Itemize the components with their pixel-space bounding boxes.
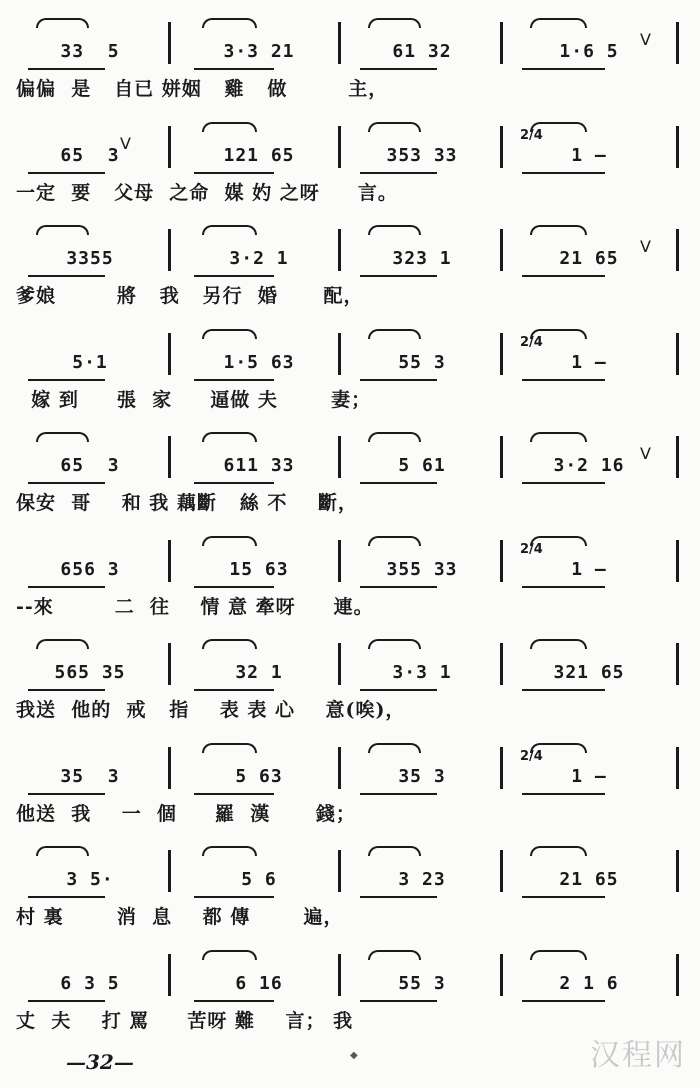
barline [500,229,503,271]
time-signature: 2/4 [520,748,543,764]
barline [338,229,341,271]
beam-underline [360,896,437,898]
beam-underline [522,793,605,795]
beam-underline [28,275,105,277]
barline [168,126,171,168]
measure-notes: 656 3 [60,558,120,580]
slur-mark [202,743,257,753]
barline [168,540,171,582]
measure-notes: 35 3 [60,765,120,787]
barline [676,850,679,892]
lyrics-line: 一定 要 父母 之命 媒 妁 之呀 言。 [16,181,398,204]
barline [676,333,679,375]
slur-mark [530,639,587,649]
beam-underline [360,68,437,70]
measure-notes: 3355 [66,248,114,269]
barline [338,333,341,375]
slur-mark [368,950,421,960]
slur-mark [202,536,257,546]
beam-underline [194,482,274,484]
barline [338,540,341,582]
barline [500,436,503,478]
measure-notes: 565 35 [54,662,126,683]
print-mark: ◆ [350,1050,358,1061]
measure-notes: 1 — [571,765,607,787]
barline [338,954,341,996]
beam-underline [360,379,437,381]
measure-notes: 321 65 [553,662,625,683]
score-system [0,735,700,835]
barline [676,954,679,996]
beam-underline [522,1000,605,1002]
breath-mark: V [640,30,651,49]
score-system [0,838,700,938]
slur-mark [202,846,257,856]
measure-notes: 3·2 16 [553,455,625,476]
barline [500,954,503,996]
barline [676,747,679,789]
slur-mark [202,950,257,960]
barline [168,333,171,375]
beam-underline [28,586,105,588]
barline [168,850,171,892]
measure-notes: 32 1 [235,662,283,683]
breath-mark: V [120,133,131,153]
lyrics-line: 丈 夫 打 罵 苦呀 難 言； 我 [16,1009,354,1032]
beam-underline [360,586,437,588]
time-signature: 2/4 [520,541,543,557]
barline [500,747,503,789]
slur-mark [36,432,89,442]
measure-notes: 3·2 1 [229,248,289,269]
beam-underline [194,275,274,277]
beam-underline [360,793,437,795]
score-system [0,424,700,524]
barline [500,22,503,64]
slur-mark [202,639,257,649]
slur-mark [202,122,257,132]
measure-notes: 15 63 [229,558,289,580]
slur-mark [36,846,89,856]
slur-mark [530,225,587,235]
beam-underline [522,275,605,277]
score-system [0,528,700,628]
beam-underline [194,586,274,588]
barline [676,126,679,168]
measure-notes: 35 3 [398,765,446,787]
score-system [0,321,700,421]
lyrics-line: 村 裏 消 息 都 傳 遍， [16,906,344,928]
barline [168,643,171,685]
barline [168,229,171,271]
barline [676,643,679,685]
measure-notes: 323 1 [392,248,452,269]
measure-notes: 1 — [571,558,607,580]
beam-underline [522,379,605,381]
time-signature: 2/4 [520,127,543,143]
measure-notes: 5 6 [241,869,277,890]
lyrics-line: 我送 他的 戒 指 表 表 心 意(唉)， [16,699,406,721]
barline [676,540,679,582]
beam-underline [522,896,605,898]
measure-notes: 1 — [571,351,607,373]
barline [338,850,341,892]
slur-mark [368,122,421,132]
time-signature: 2/4 [520,334,543,350]
slur-mark [36,225,89,235]
measure-notes: 5·1 [72,351,108,373]
breath-mark: V [640,444,651,463]
beam-underline [194,172,274,174]
beam-underline [194,1000,274,1002]
beam-underline [28,68,105,70]
watermark-logo: 汉程网 [590,1038,686,1073]
barline [676,229,679,271]
slur-mark [368,639,421,649]
slur-mark [368,846,421,856]
measure-notes: 6 3 5 [60,972,120,994]
measure-notes: 3 5· [66,869,114,890]
beam-underline [194,896,274,898]
slur-mark [202,18,257,28]
slur-mark [530,846,587,856]
slur-mark [202,225,257,235]
score-system [0,217,700,317]
beam-underline [194,68,274,70]
slur-mark [368,18,421,28]
lyrics-line: 偏偏 是 自已 姘姻 雞 做 主， [16,78,389,100]
measure-notes: 611 33 [223,455,295,476]
barline [168,954,171,996]
beam-underline [28,1000,105,1002]
measure-notes: 1·6 5 [559,41,619,62]
slur-mark [530,432,587,442]
barline [676,436,679,478]
slur-mark [36,639,89,649]
slur-mark [202,432,257,442]
measure-notes: 1 — [571,144,607,166]
measure-notes: 5 63 [235,765,283,787]
beam-underline [194,379,274,381]
barline [338,22,341,64]
beam-underline [360,1000,437,1002]
measure-notes: 21 65 [559,248,619,269]
barline [338,643,341,685]
measure-notes: 3·3 1 [392,662,452,683]
score-system [0,631,700,731]
lyrics-line: 保安 哥 和 我 藕斷 絲 不 斷， [16,492,358,514]
beam-underline [28,793,105,795]
slur-mark [368,329,421,339]
beam-underline [522,172,605,174]
slur-mark [368,743,421,753]
beam-underline [28,172,105,174]
barline [168,747,171,789]
beam-underline [194,793,274,795]
measure-notes: 3·3 21 [223,41,295,62]
slur-mark [530,950,587,960]
slur-mark [368,225,421,235]
barline [500,540,503,582]
beam-underline [28,689,105,691]
score-system [0,942,700,1042]
measure-notes: 3 23 [398,869,446,890]
barline [338,436,341,478]
beam-underline [360,689,437,691]
measure-notes: 61 32 [392,41,452,62]
measure-notes: 5 61 [398,455,446,476]
beam-underline [28,379,105,381]
beam-underline [360,275,437,277]
measure-notes: 121 65 [223,144,295,166]
barline [676,22,679,64]
barline [500,850,503,892]
measure-notes: 33 5 [60,41,120,62]
barline [500,643,503,685]
slur-mark [368,432,421,442]
barline [168,22,171,64]
measure-notes: 6 16 [235,972,283,994]
lyrics-line: 嫁 到 張 家 逼做 夫 妻； [16,388,372,411]
beam-underline [28,896,105,898]
slur-mark [36,18,89,28]
measure-notes: 2 1 6 [559,972,619,994]
beam-underline [522,689,605,691]
lyrics-line: 爹娘 將 我 另行 婚 配， [16,285,364,307]
barline [500,333,503,375]
lyrics-line: --來 二 往 情 意 牽呀 連。 [16,595,374,618]
slur-mark [530,18,587,28]
beam-underline [360,172,437,174]
barline [500,126,503,168]
lyrics-line: 他送 我 一 個 羅 漢 錢； [16,802,356,825]
measure-notes: 65 3 [60,455,120,476]
slur-mark [368,536,421,546]
measure-notes: 1·5 63 [223,351,295,373]
slur-mark [202,329,257,339]
beam-underline [360,482,437,484]
page-number: —32— [66,1050,134,1074]
measure-notes: 353 33 [386,144,458,166]
barline [168,436,171,478]
measure-notes: 65 3 [60,144,120,166]
score-system [0,10,700,110]
beam-underline [522,482,605,484]
measure-notes: 55 3 [398,972,446,994]
measure-notes: 55 3 [398,351,446,373]
beam-underline [28,482,105,484]
barline [338,126,341,168]
measure-notes: 355 33 [386,558,458,580]
measure-notes: 21 65 [559,869,619,890]
score-system [0,114,700,214]
beam-underline [194,689,274,691]
barline [338,747,341,789]
breath-mark: V [640,237,651,256]
beam-underline [522,586,605,588]
beam-underline [522,68,605,70]
